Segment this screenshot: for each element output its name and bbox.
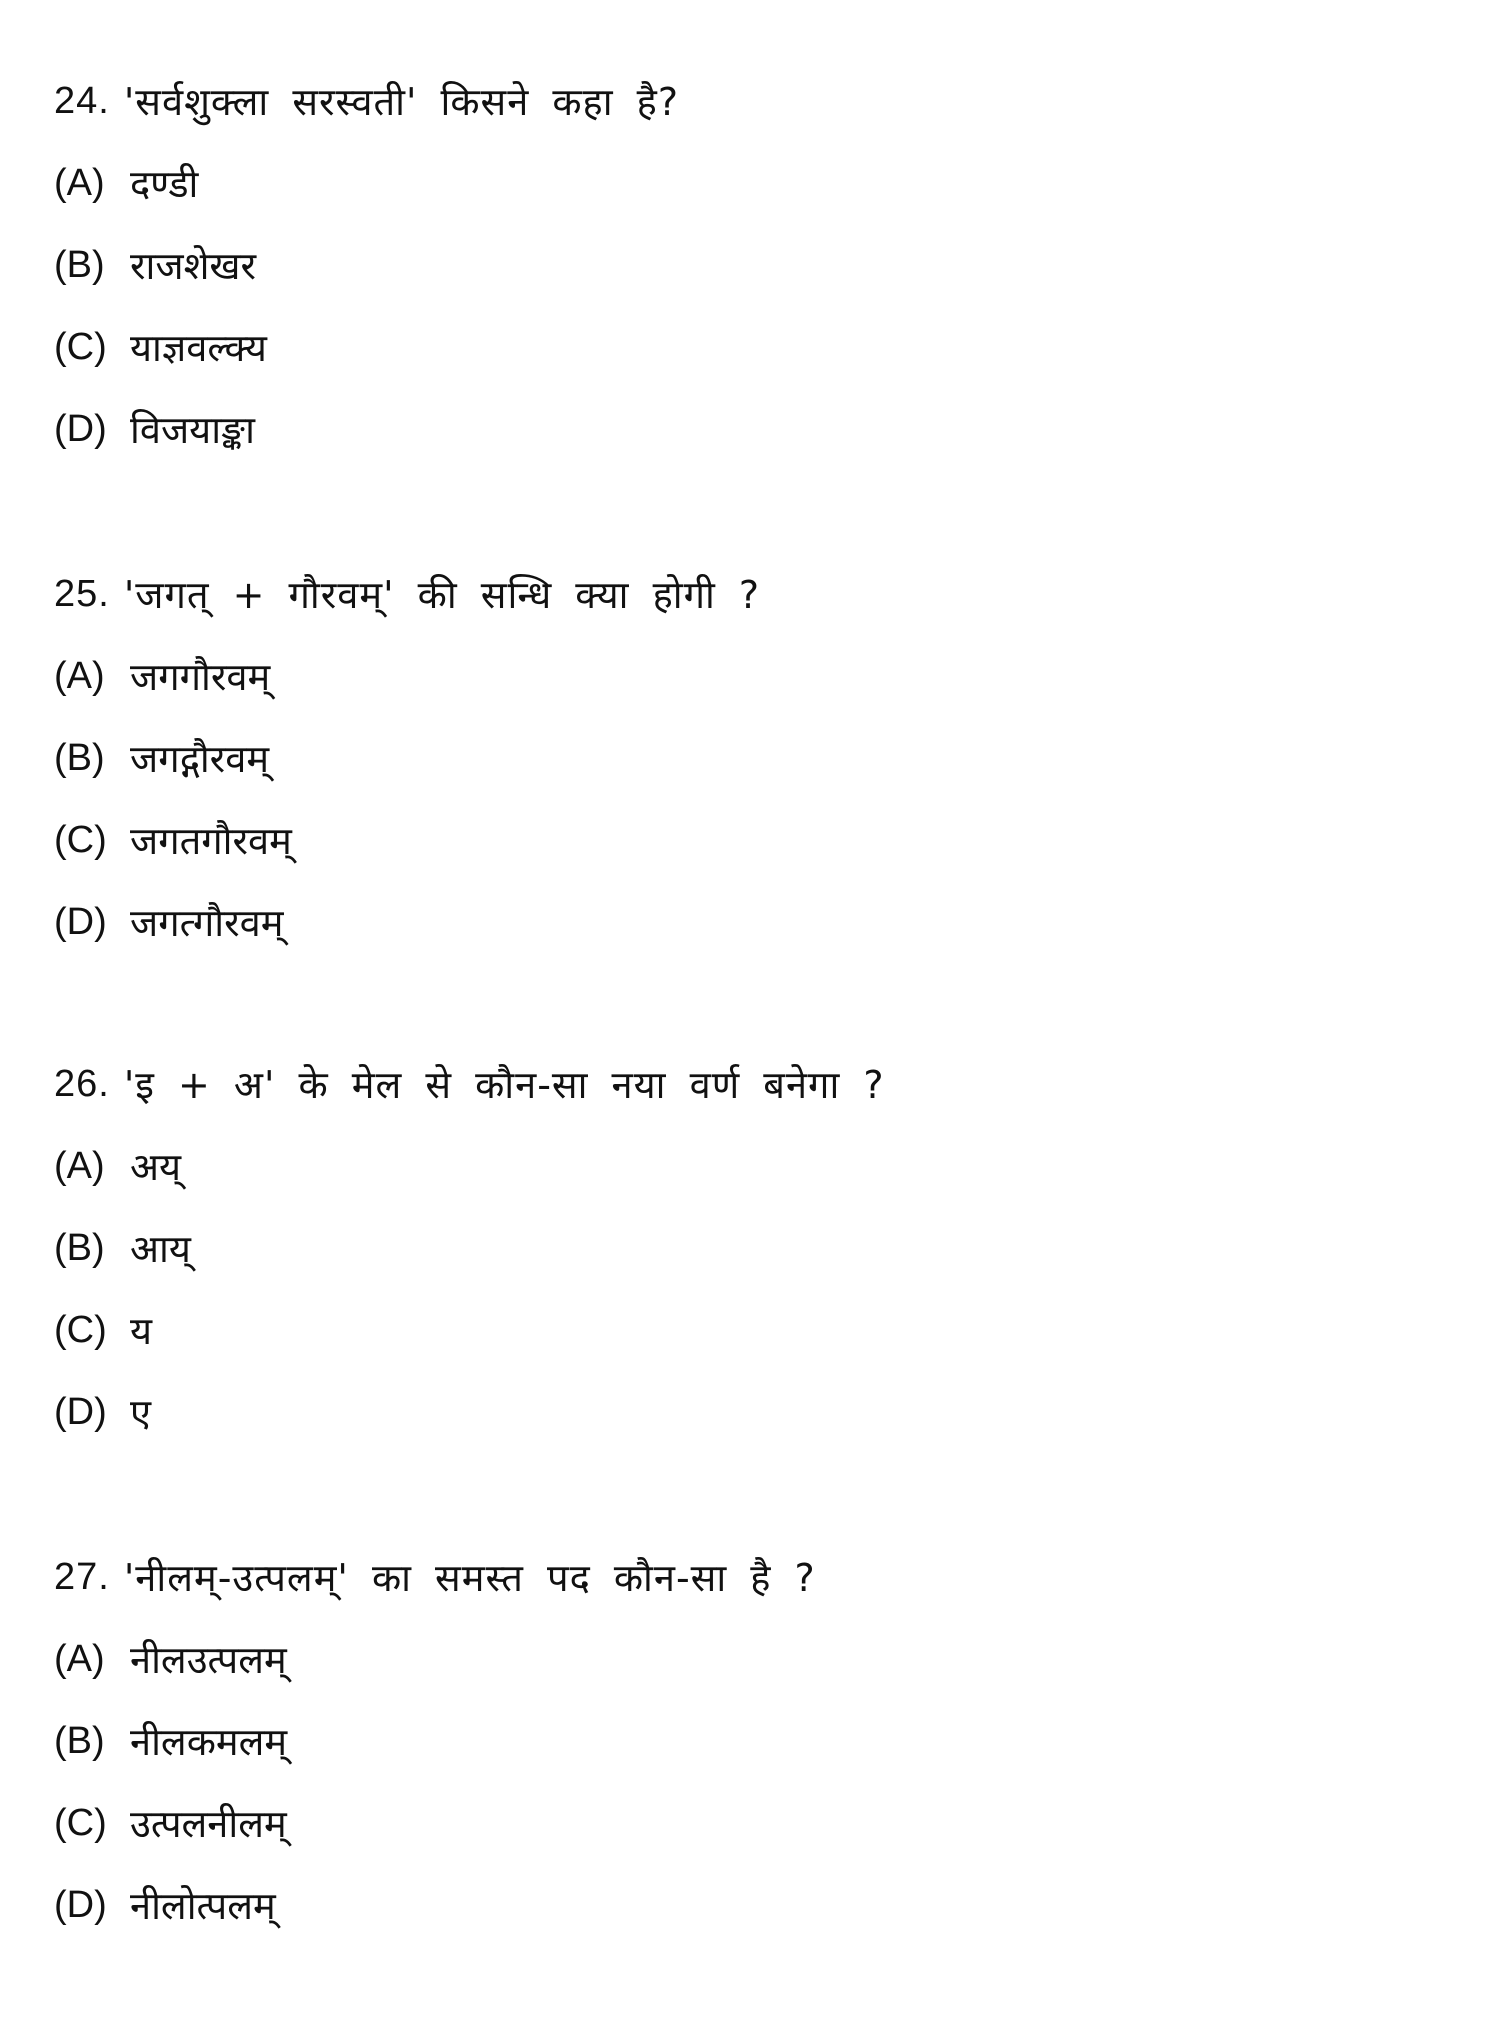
option-a[interactable] (54, 1125, 1454, 1207)
option-c[interactable] (54, 1289, 1454, 1371)
option-text: विजयाङ्का (130, 408, 255, 452)
option-a[interactable] (54, 142, 1454, 224)
question-text: 'इ + अ' के मेल से कौन-सा नया वर्ण बनेगा ? (123, 1063, 885, 1107)
question-number: 27. (54, 1555, 110, 1598)
option-label: (A) (54, 161, 105, 204)
option-b[interactable] (54, 1207, 1454, 1289)
option-label: (C) (54, 325, 107, 368)
option-text: नीलकमलम् (130, 1720, 288, 1764)
option-text: य (130, 1309, 153, 1353)
option-text: राजशेखर (130, 244, 257, 288)
option-label: (C) (54, 818, 107, 861)
question-stem (54, 60, 1454, 142)
option-text: जगत्गौरवम् (130, 901, 284, 945)
option-label: (B) (54, 736, 105, 779)
option-label: (B) (54, 243, 105, 286)
option-text: जगगौरवम् (130, 655, 271, 699)
option-label: (B) (54, 1719, 105, 1762)
option-text: जगद्गौरवम् (130, 737, 270, 781)
option-text: ए (130, 1391, 152, 1435)
option-text: दण्डी (130, 162, 199, 206)
option-text: उत्पलनीलम् (130, 1802, 287, 1846)
option-text: नीलोत्पलम् (130, 1884, 276, 1928)
option-label: (A) (54, 1144, 105, 1187)
question-26 (54, 1043, 1454, 1453)
question-stem (54, 553, 1454, 635)
option-text: आय् (130, 1227, 191, 1271)
question-number: 24. (54, 79, 110, 122)
question-25 (54, 553, 1454, 963)
option-d[interactable] (54, 1864, 1454, 1946)
option-label: (D) (54, 1883, 107, 1926)
question-number: 26. (54, 1062, 110, 1105)
question-text: 'जगत् + गौरवम्' की सन्धि क्या होगी ? (123, 573, 761, 617)
question-27 (54, 1536, 1454, 1946)
option-b[interactable] (54, 1700, 1454, 1782)
option-text: जगतगौरवम् (130, 819, 292, 863)
option-c[interactable] (54, 1782, 1454, 1864)
option-d[interactable] (54, 881, 1454, 963)
question-stem (54, 1536, 1454, 1618)
option-d[interactable] (54, 388, 1454, 470)
question-number: 25. (54, 572, 110, 615)
option-text: नीलउत्पलम् (130, 1638, 287, 1682)
option-b[interactable] (54, 224, 1454, 306)
question-text: 'सर्वशुक्ला सरस्वती' किसने कहा है? (123, 80, 680, 124)
option-c[interactable] (54, 799, 1454, 881)
option-label: (D) (54, 900, 107, 943)
option-a[interactable] (54, 635, 1454, 717)
option-label: (D) (54, 1390, 107, 1433)
option-label: (A) (54, 654, 105, 697)
option-c[interactable] (54, 306, 1454, 388)
option-label: (D) (54, 407, 107, 450)
option-label: (C) (54, 1308, 107, 1351)
question-stem (54, 1043, 1454, 1125)
option-label: (B) (54, 1226, 105, 1269)
option-label: (C) (54, 1801, 107, 1844)
option-a[interactable] (54, 1618, 1454, 1700)
question-24 (54, 60, 1454, 470)
question-text: 'नीलम्-उत्पलम्' का समस्त पद कौन-सा है ? (123, 1556, 816, 1600)
option-text: याज्ञवल्क्य (130, 326, 267, 370)
option-text: अय् (130, 1145, 182, 1189)
option-label: (A) (54, 1637, 105, 1680)
option-d[interactable] (54, 1371, 1454, 1453)
option-b[interactable] (54, 717, 1454, 799)
